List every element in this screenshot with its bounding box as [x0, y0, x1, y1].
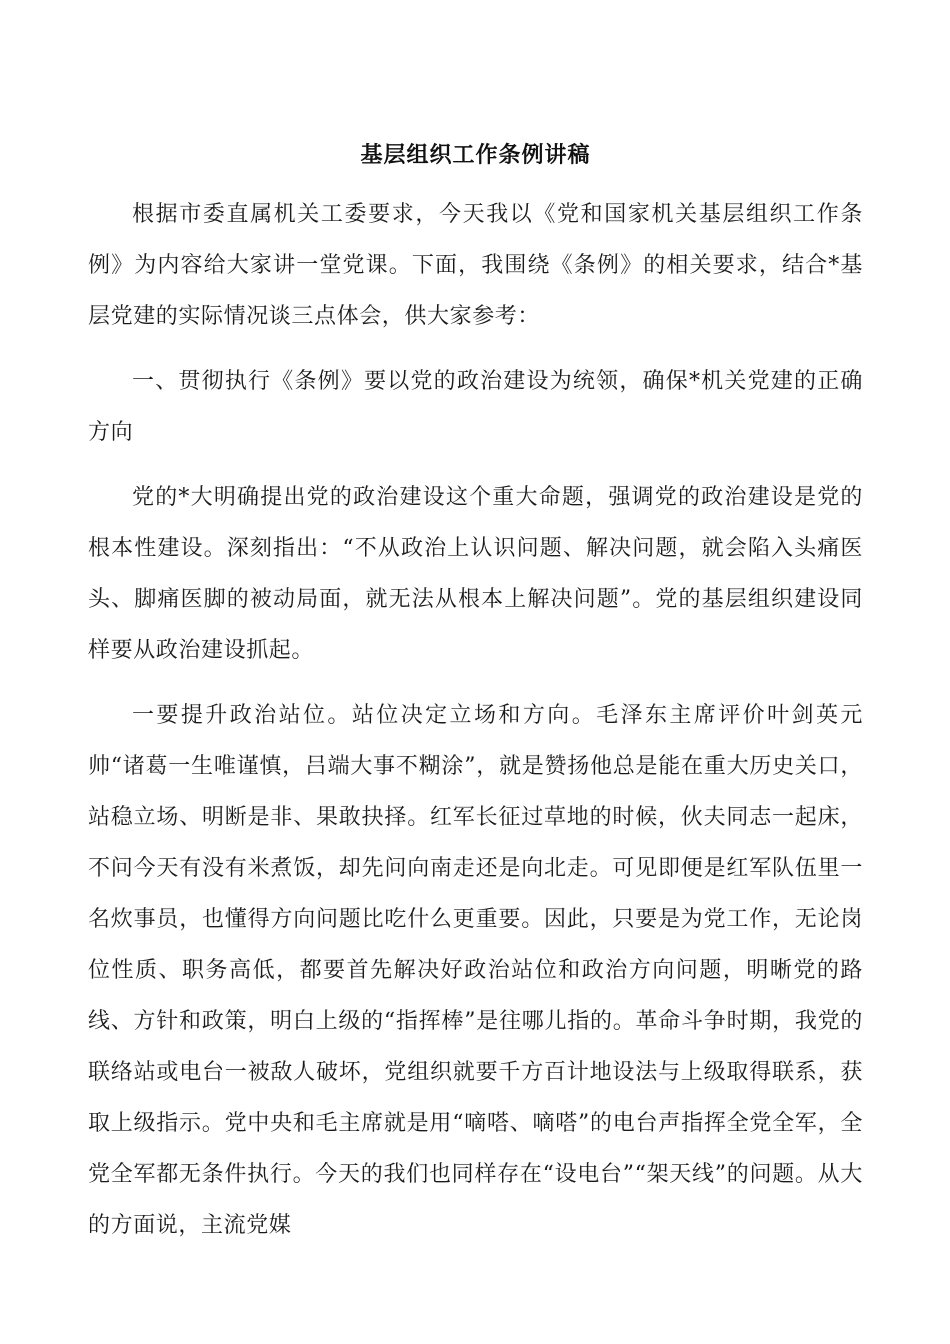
section-heading-1: 一、贯彻执行《条例》要以党的政治建设为统领，确保*机关党建的正确方向	[88, 369, 863, 445]
paragraph-political-stance: 一要提升政治站位。站位决定立场和方向。毛泽东主席评价叶剑英元帅“诸葛一生唯谨慎，吕端大事不糊涂”，就是赞扬他总是能在重大历史关口，站稳立场、明断是非、果敢抉择。红军长征过草地的时候，伙夫同志一起床，不问今天有没有米煮饭，却先问向南走还是向北走。可见即便是红军队伍里一名炊事员，也懂得方向问题比吃什么更重要。因此，只要是为党工作，无论岗位性质、职务高低，都要首先解决好政治站位和政治方向问题，明晰党的路线、方针和政策，明白上级的“指挥棒”是往哪儿指的。革命斗争时期，我党的联络站或电台一被敌人破坏，党组织就要千方百计地设法与上级取得联系，获取上级指示。党中央和毛主席就是用“嘀嗒、嘀嗒”的电台声指挥全党全军，全党全军都无条件执行。今天的我们也同样存在“设电台”“架天线”的问题。从大的方面说，主流党媒	[88, 703, 863, 1238]
paragraph-intro: 根据市委直属机关工委要求，今天我以《党和国家机关基层组织工作条例》为内容给大家讲一堂党课。下面，我围绕《条例》的相关要求，结合*基层党建的实际情况谈三点体会，供大家参考：	[88, 202, 863, 329]
document-title: 基层组织工作条例讲稿	[360, 143, 591, 168]
paragraph-political-building: 党的*大明确提出党的政治建设这个重大命题，强调党的政治建设是党的根本性建设。深刻指出：“不从政治上认识问题、解决问题，就会陷入头痛医头、脚痛医脚的被动局面，就无法从根本上解决问题”。党的基层组织建设同样要从政治建设抓起。	[88, 485, 863, 663]
document-body	[88, 136, 863, 1251]
